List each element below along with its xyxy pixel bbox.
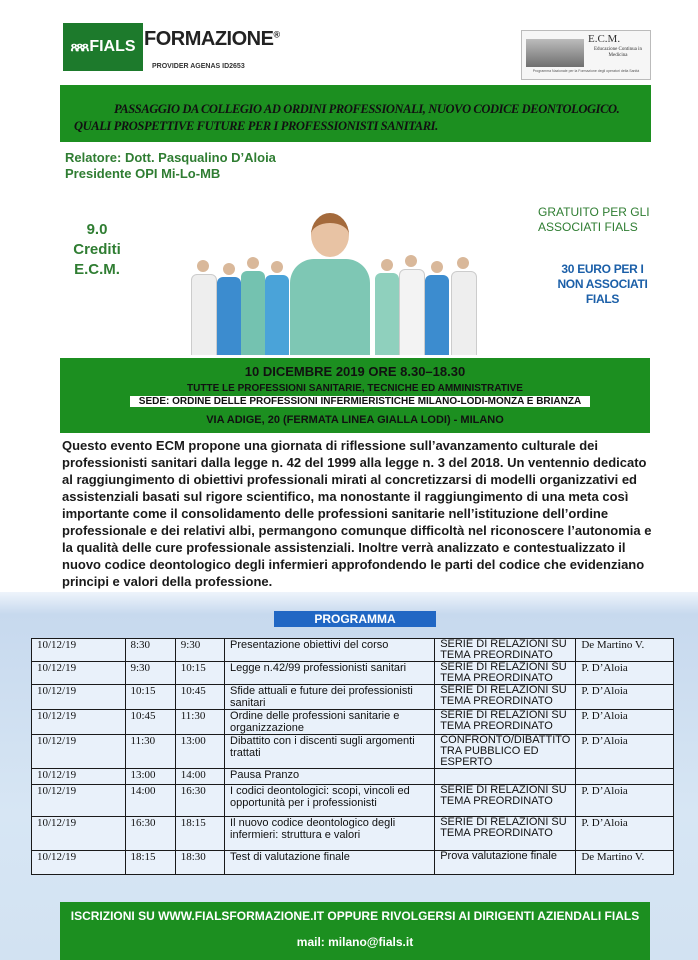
row-type: SERIE DI RELAZIONI SU TEMA PREORDINATO: [435, 817, 576, 851]
program-table: [31, 638, 674, 875]
row-start-time: 18:15: [125, 851, 175, 875]
row-speaker: P. D’Aloia: [576, 817, 674, 851]
medical-staff-image: [185, 205, 485, 355]
row-title: Ordine delle professioni sanitarie e organizzazione: [225, 710, 435, 735]
event-description: Questo evento ECM propone una giornata di riflessione sull’avanzamento culturale dei professionisti sanitari dalla legge n. 42 del 1999 alla legge n. 3 del 2018. Un ventennio dedicato al raggiungimento di obiettivi professionali mirati al concretizzarsi di modelli organizzativi ed assistenziali basati sul rigore scientifico, ma nonostante il raggiungimento di una meta così importante come il consolidamento delle professioni sanitarie nell’istituzione dell’ordine professionale e dei relativi albi, permangono comunque difficoltà nel riconoscere l’autonomia e la qualità delle cure professionale assistenziali. Inoltre verrà analizzato e contestualizzato il nuovo codice deontologico degli infermieri approfondendo le parti del codice che evidenziano principi e valori della professione.: [62, 438, 652, 589]
row-title: Pausa Pranzo: [225, 769, 435, 785]
row-title: Presentazione obiettivi del corso: [225, 639, 435, 662]
row-end-time: 18:30: [175, 851, 224, 875]
row-type: SERIE DI RELAZIONI SU TEMA PREORDINATO: [435, 639, 576, 662]
credits-label: Crediti: [73, 241, 121, 258]
logo-formazione: FORMAZIONE®: [144, 28, 280, 50]
program-row: [32, 817, 674, 851]
nurse-figure: [290, 213, 370, 355]
row-start-time: 8:30: [125, 639, 175, 662]
title-banner: [60, 85, 651, 142]
row-date: 10/12/19: [32, 785, 126, 817]
row-date: 10/12/19: [32, 662, 126, 685]
row-title: Sfide attuali e future dei professionisti sanitari: [225, 685, 435, 710]
row-title: Legge n.42/99 professionisti sanitari: [225, 662, 435, 685]
credits-value: 9.0: [86, 221, 108, 238]
ecm-logo-subtitle: Educazione Continua in Medicina: [593, 47, 643, 58]
row-title: Il nuovo codice deontologico degli infermieri: struttura e valori: [225, 817, 435, 851]
row-type: SERIE DI RELAZIONI SU TEMA PREORDINATO: [435, 710, 576, 735]
free-line-1: GRATUITO PER GLI: [538, 205, 650, 219]
row-end-time: 10:45: [175, 685, 224, 710]
row-start-time: 10:45: [125, 710, 175, 735]
price-line-3: FIALS: [585, 292, 620, 306]
program-heading: PROGRAMMA: [274, 611, 436, 627]
registration-banner: [60, 902, 650, 960]
row-start-time: 13:00: [125, 769, 175, 785]
provider-id: PROVIDER AGENAS ID2653: [152, 63, 245, 70]
logo-fials-text: FIALS: [89, 38, 136, 55]
row-speaker: P. D’Aloia: [576, 662, 674, 685]
event-venue: SEDE: ORDINE DELLE PROFESSIONI INFERMIERISTICHE MILANO-LODI-MONZA E BRIANZA: [130, 396, 590, 407]
program-row: [32, 851, 674, 875]
row-start-time: 9:30: [125, 662, 175, 685]
row-date: 10/12/19: [32, 639, 126, 662]
row-start-time: 11:30: [125, 735, 175, 769]
row-speaker: P. D’Aloia: [576, 785, 674, 817]
row-end-time: 10:15: [175, 662, 224, 685]
row-end-time: 9:30: [175, 639, 224, 662]
free-for-members: [538, 205, 650, 235]
program-row: [32, 735, 674, 769]
row-date: 10/12/19: [32, 851, 126, 875]
row-type: Prova valutazione finale: [435, 851, 576, 875]
ecm-logo-footer: Programma Nazionale per la Formazione degli operatori della Sanità: [532, 69, 640, 73]
row-speaker: P. D’Aloia: [576, 710, 674, 735]
row-end-time: 18:15: [175, 817, 224, 851]
row-date: 10/12/19: [32, 685, 126, 710]
row-start-time: 16:30: [125, 817, 175, 851]
program-row: [32, 710, 674, 735]
contact-mail[interactable]: mail: milano@fials.it: [296, 935, 414, 949]
row-type: CONFRONTO/DIBATTITO TRA PUBBLICO ED ESPERTO: [435, 735, 576, 769]
price-line-2: NON ASSOCIATI: [557, 277, 648, 291]
row-title: Dibattito con i discenti sugli argomenti trattati: [225, 735, 435, 769]
row-speaker: [576, 769, 674, 785]
row-type: SERIE DI RELAZIONI SU TEMA PREORDINATO: [435, 662, 576, 685]
row-end-time: 14:00: [175, 769, 224, 785]
registration-info: ISCRIZIONI SU WWW.FIALSFORMAZIONE.IT OPPURE RIVOLGERSI AI DIRIGENTI AZIENDALI FIALS: [70, 909, 640, 923]
ecm-credits: [62, 220, 132, 280]
row-start-time: 14:00: [125, 785, 175, 817]
row-date: 10/12/19: [32, 769, 126, 785]
row-date: 10/12/19: [32, 735, 126, 769]
event-address: VIA ADIGE, 20 (FERMATA LINEA GIALLA LODI) - MILANO: [206, 414, 504, 426]
ecm-logo-title: E.C.M.: [588, 33, 621, 45]
event-title: PASSAGGIO DA COLLEGIO AD ORDINI PROFESSIONALI, NUOVO CODICE DEONTOLOGICO. QUALI PROSPETTIVE FUTURE PER I PROFESSIONISTI SANITARI.: [74, 102, 620, 133]
event-audience: TUTTE LE PROFESSIONI SANITARIE, TECNICHE ED AMMINISTRATIVE: [187, 383, 523, 394]
date-venue-banner: [60, 358, 650, 433]
row-type: SERIE DI RELAZIONI SU TEMA PREORDINATO: [435, 785, 576, 817]
credits-label-ecm: E.C.M.: [74, 261, 120, 278]
free-line-2: ASSOCIATI FIALS: [538, 220, 638, 234]
program-row: [32, 769, 674, 785]
row-end-time: 13:00: [175, 735, 224, 769]
row-type: [435, 769, 576, 785]
group-photo-icon: [526, 39, 584, 67]
row-end-time: 16:30: [175, 785, 224, 817]
row-title: I codici deontologici: scopi, vincoli ed opportunità per i professionisti: [225, 785, 435, 817]
speaker-info: [65, 150, 276, 182]
speaker-role: Presidente OPI Mi-Lo-MB: [65, 166, 221, 181]
row-speaker: P. D’Aloia: [576, 685, 674, 710]
program-row: [32, 785, 674, 817]
people-icon: ጸጸጸ: [70, 39, 88, 54]
price-line-1: 30 EURO PER I: [561, 262, 644, 276]
row-speaker: De Martino V.: [576, 851, 674, 875]
row-date: 10/12/19: [32, 817, 126, 851]
row-speaker: De Martino V.: [576, 639, 674, 662]
row-start-time: 10:15: [125, 685, 175, 710]
row-speaker: P. D’Aloia: [576, 735, 674, 769]
event-date: 10 DICEMBRE 2019 ORE 8.30–18.30: [244, 364, 466, 379]
program-row: [32, 662, 674, 685]
price-non-members: [555, 262, 650, 307]
row-end-time: 11:30: [175, 710, 224, 735]
row-type: SERIE DI RELAZIONI SU TEMA PREORDINATO: [435, 685, 576, 710]
program-row: [32, 685, 674, 710]
speaker-name: Relatore: Dott. Pasqualino D’Aloia: [65, 150, 276, 165]
program-row: [32, 639, 674, 662]
ecm-logo: [521, 30, 651, 80]
fials-logo: [63, 23, 143, 71]
row-date: 10/12/19: [32, 710, 126, 735]
row-title: Test di valutazione finale: [225, 851, 435, 875]
